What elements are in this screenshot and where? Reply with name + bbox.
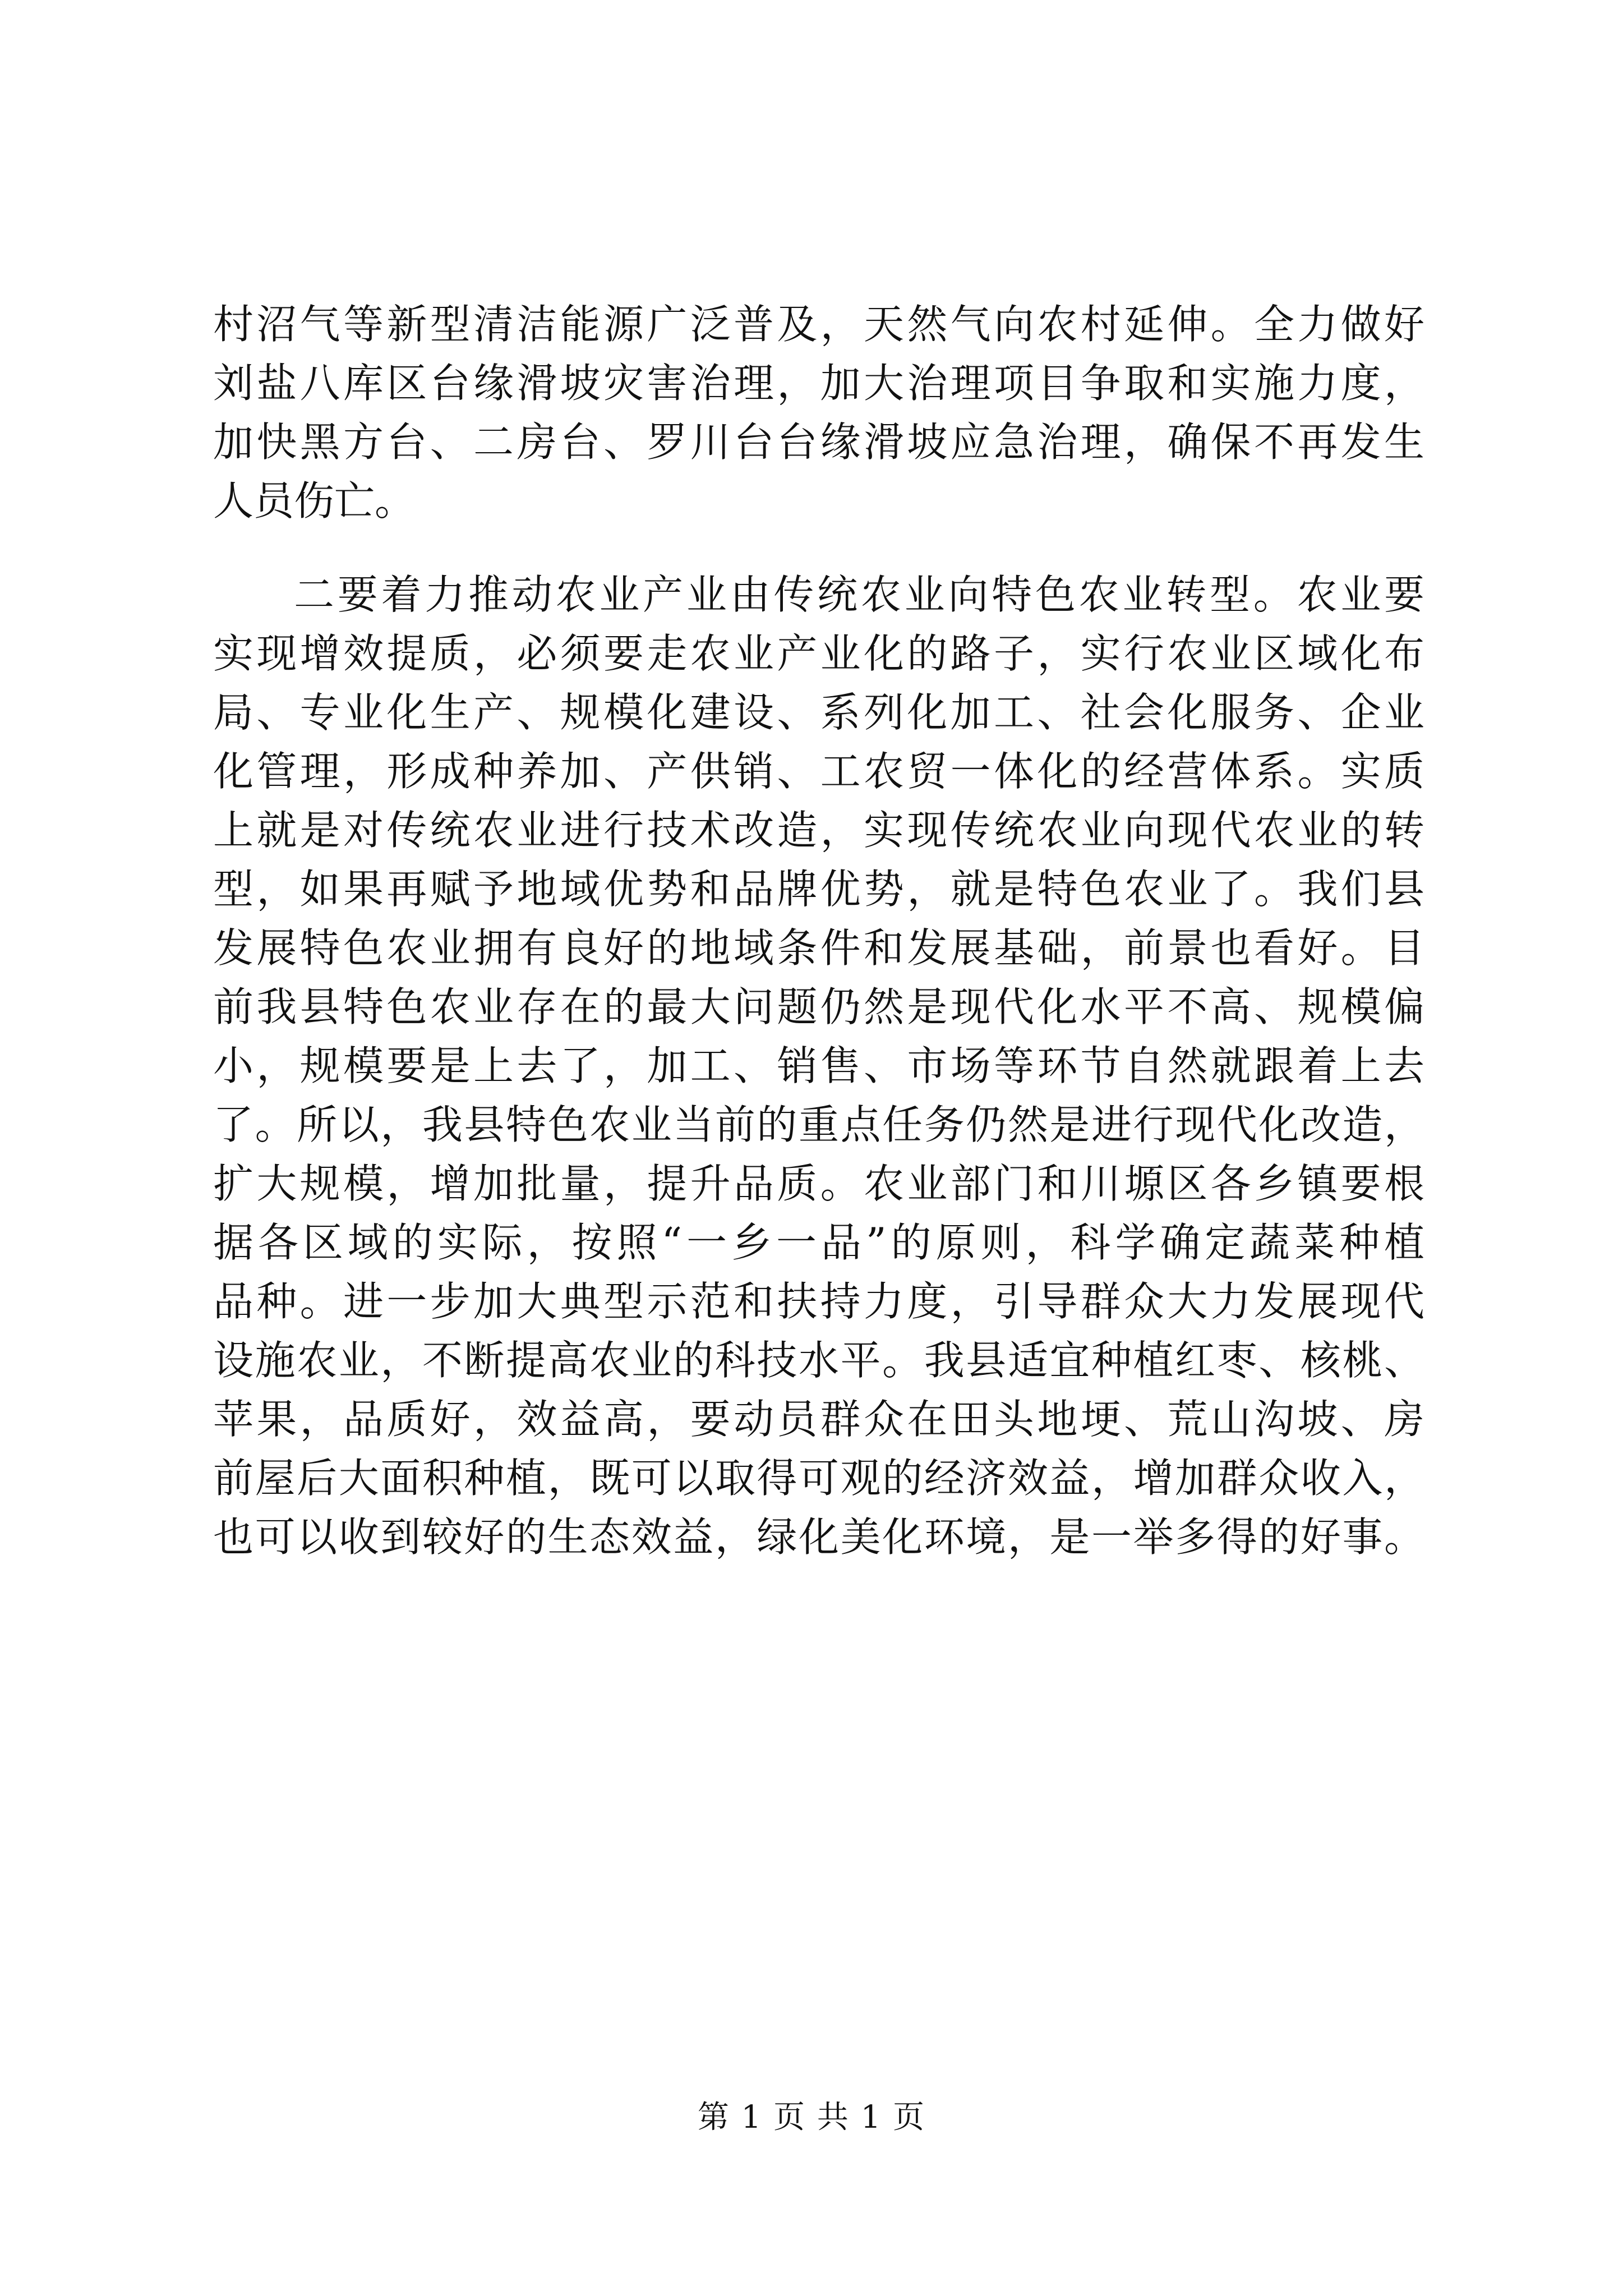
text-line: 刘盐八库区台缘滑坡灾害治理，加大治理项目争取和实施力度， (213, 360, 1424, 407)
text-line: 了。所以，我县特色农业当前的重点任务仍然是进行现代化改造， (213, 1101, 1424, 1148)
text-line: 化管理，形成种养加、产供销、工农贸一体化的经营体系。实质 (213, 748, 1424, 795)
text-line: 局、专业化生产、规模化建设、系列化加工、社会化服务、企业 (213, 689, 1424, 736)
text-line: 加快黑方台、二房台、罗川台台缘滑坡应急治理，确保不再发生 (213, 418, 1424, 466)
text-line: 前屋后大面积种植，既可以取得可观的经济效益，增加群众收入， (213, 1455, 1424, 1502)
text-line: 实现增效提质，必须要走农业产业化的路子，实行农业区域化布 (213, 630, 1424, 677)
text-line: 小，规模要是上去了，加工、销售、市场等环节自然就跟着上去 (213, 1042, 1424, 1089)
text-line: 前我县特色农业存在的最大问题仍然是现代化水平不高、规模偏 (213, 983, 1424, 1030)
text-line: 上就是对传统农业进行技术改造，实现传统农业向现代农业的转 (213, 807, 1424, 854)
text-line: 村沼气等新型清洁能源广泛普及，天然气向农村延伸。全力做好 (213, 301, 1424, 348)
text-line: 品种。进一步加大典型示范和扶持力度，引导群众大力发展现代 (213, 1278, 1424, 1325)
text-line: 苹果，品质好，效益高，要动员群众在田头地埂、荒山沟坡、房 (213, 1396, 1424, 1443)
text-line: 据各区域的实际，按照“一乡一品”的原则，科学确定蔬菜种植 (213, 1219, 1424, 1266)
text-line: 设施农业，不断提高农业的科技水平。我县适宜种植红枣、核桃、 (213, 1337, 1424, 1384)
text-line: 扩大规模，增加批量，提升品质。农业部门和川塬区各乡镇要根 (213, 1160, 1424, 1207)
body-text (213, 295, 1424, 1567)
text-line: 也可以收到较好的生态效益，绿化美化环境，是一举多得的好事。 (213, 1513, 1424, 1561)
page-number-footer: 第 1 页 共 1 页 (697, 2099, 926, 2136)
paragraph-gap (213, 531, 1424, 565)
text-line: 二要着力推动农业产业由传统农业向特色农业转型。农业要 (294, 571, 1424, 618)
text-line: 发展特色农业拥有良好的地域条件和发展基础，前景也看好。目 (213, 924, 1424, 972)
text-line: 人员伤亡。 (213, 477, 416, 524)
text-line: 型，如果再赋予地域优势和品牌优势，就是特色农业了。我们县 (213, 866, 1424, 913)
